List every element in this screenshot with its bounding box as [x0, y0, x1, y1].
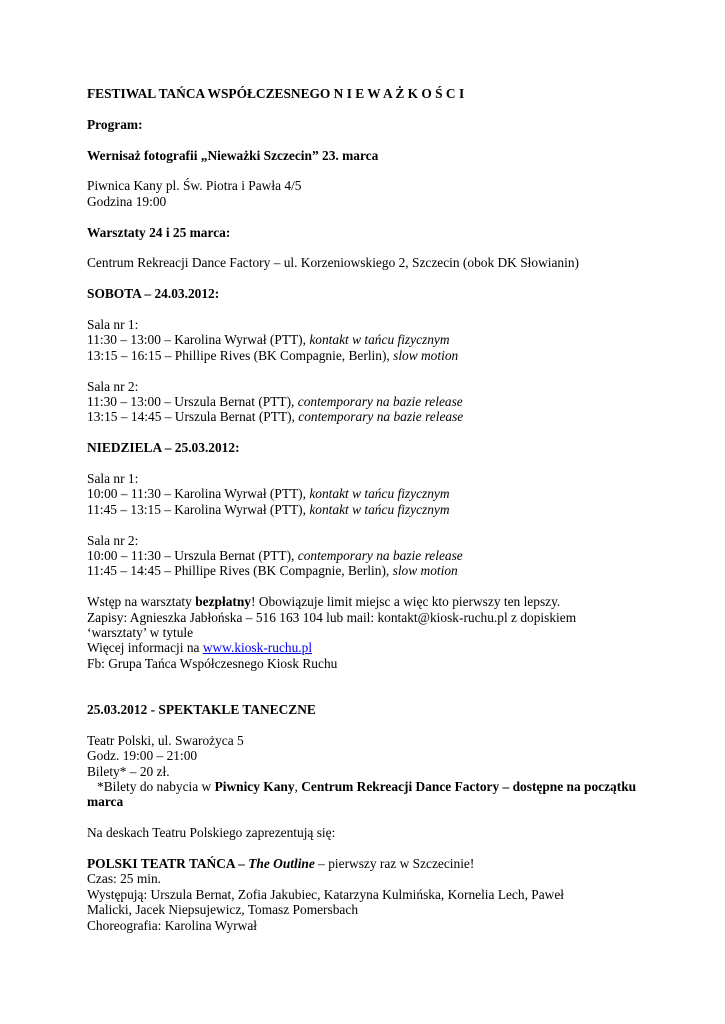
room-label: Sala nr 1: — [87, 471, 139, 486]
ticket-venue-2: Centrum Rekreacji Dance Factory – dostępne na początku — [301, 779, 637, 795]
session-line — [87, 409, 647, 424]
entry-line — [87, 594, 647, 609]
vernissage-place: Piwnica Kany pl. Św. Piotra i Pawła 4/5 — [87, 178, 302, 194]
signup-line-1: Zapisy: Agnieszka Jabłońska – 516 163 104 lub mail: kontakt@kiosk-ruchu.pl z dopiskiem — [87, 609, 577, 625]
workshops-heading: Warsztaty 24 i 25 marca: — [87, 224, 231, 240]
ticket-note-line-2: marca — [87, 794, 124, 810]
session-topic: kontakt w tańcu fizycznym — [309, 486, 450, 502]
session-topic: kontakt w tańcu fizycznym — [309, 332, 450, 348]
session-line — [87, 548, 647, 563]
ptt-cast-line-2: Malicki, Jacek Niepsujewicz, Tomasz Pomersbach — [87, 902, 359, 918]
session-text: 11:45 – 13:15 – Karolina Wyrwał (PTT), — [87, 501, 310, 517]
workshops-heading-block — [87, 225, 647, 240]
sunday-heading-block — [87, 440, 647, 455]
festival-title: FESTIWAL TAŃCA WSPÓŁCZESNEGO N I E W A Ż K O Ś C I — [87, 86, 465, 101]
ptt-duration: Czas: 25 min. — [87, 871, 162, 887]
facebook-line: Fb: Grupa Tańca Współczesnego Kiosk Ruchu — [87, 655, 338, 671]
room-label: Sala nr 2: — [87, 532, 139, 548]
entry-free: bezpłatny — [195, 594, 252, 610]
vernissage-heading: Wernisaż fotografii „Nieważki Szczecin” 23. marca — [87, 147, 379, 163]
session-topic: contemporary na bazie release — [297, 548, 463, 564]
ptt-piece: The Outline — [248, 856, 315, 872]
session-topic: slow motion — [392, 563, 458, 579]
session-text: 10:00 – 11:30 – Karolina Wyrwał (PTT), — [87, 486, 310, 502]
session-text: 11:45 – 14:45 – Phillipe Rives (BK Compagnie, Berlin), — [87, 563, 393, 579]
session-line — [87, 394, 647, 409]
ptt-suffix: – pierwszy raz w Szczecinie! — [314, 856, 475, 872]
room-label: Sala nr 1: — [87, 316, 139, 332]
session-line — [87, 563, 647, 578]
session-topic: contemporary na bazie release — [298, 409, 464, 425]
sunday-heading: NIEDZIELA – 25.03.2012: — [87, 440, 240, 456]
session-topic: kontakt w tańcu fizycznym — [309, 501, 450, 517]
saturday-heading: SOBOTA – 24.03.2012: — [87, 286, 220, 302]
performances-intro: Na deskach Teatru Polskiego zaprezentują się: — [87, 825, 336, 841]
session-line — [87, 486, 647, 501]
saturday-room-1 — [87, 317, 647, 363]
session-line — [87, 332, 647, 347]
ptt-choreography: Choreografia: Karolina Wyrwał — [87, 917, 257, 933]
ptt-block — [87, 856, 647, 933]
saturday-room-2 — [87, 379, 647, 425]
entry-info — [87, 594, 647, 671]
session-text: 13:15 – 16:15 – Phillipe Rives (BK Compagnie, Berlin), — [87, 347, 394, 363]
more-info-pre: Więcej informacji na — [87, 640, 203, 656]
sunday-room-1 — [87, 471, 647, 517]
vernissage-time: Godzina 19:00 — [87, 193, 167, 209]
performance-time: Godz. 19:00 – 21:00 — [87, 748, 198, 764]
theatre-place: Teatr Polski, ul. Swarożyca 5 — [87, 732, 244, 748]
entry-post: ! Obowiązuje limit miejsc a więc kto pierwszy ten lepszy. — [251, 594, 561, 610]
program-label-block — [87, 117, 647, 132]
session-line — [87, 502, 647, 517]
performances-details — [87, 733, 647, 810]
website-link[interactable]: www.kiosk-ruchu.pl — [202, 640, 313, 656]
vernissage-heading-block — [87, 148, 647, 163]
ticket-venue-1: Piwnicy Kany — [214, 779, 295, 795]
session-line — [87, 348, 647, 363]
entry-pre: Wstęp na warsztaty — [87, 594, 196, 610]
performances-heading-block — [87, 702, 647, 717]
workshops-place: Centrum Rekreacji Dance Factory – ul. Korzeniowskiego 2, Szczecin (obok DK Słowianin) — [87, 255, 579, 271]
session-text: 11:30 – 13:00 – Karolina Wyrwał (PTT), — [87, 332, 310, 348]
session-text: 11:30 – 13:00 – Urszula Bernat (PTT), — [87, 394, 298, 409]
session-topic: contemporary na bazie release — [297, 394, 463, 409]
festival-title-block — [87, 86, 647, 101]
ticket-note-sep: , — [294, 779, 302, 795]
ticket-note-line-1 — [87, 779, 647, 794]
signup-line-2: ‘warsztaty’ w tytule — [87, 625, 194, 641]
ticket-note-pre: *Bilety do nabycia w — [87, 779, 215, 795]
session-text: 13:15 – 14:45 – Urszula Bernat (PTT), — [87, 409, 299, 425]
performances-heading: 25.03.2012 - SPEKTAKLE TANECZNE — [87, 702, 316, 718]
sunday-room-2 — [87, 533, 647, 579]
ptt-title-line — [87, 856, 647, 871]
program-label: Program: — [87, 116, 143, 132]
ptt-name: POLSKI TEATR TAŃCA – — [87, 856, 249, 872]
room-label: Sala nr 2: — [87, 378, 139, 394]
document-page — [87, 86, 647, 948]
session-topic: slow motion — [393, 347, 459, 363]
session-text: 10:00 – 11:30 – Urszula Bernat (PTT), — [87, 548, 298, 564]
more-info-line — [87, 640, 647, 655]
performances-intro-block — [87, 825, 647, 840]
ticket-price: Bilety* – 20 zł. — [87, 763, 170, 779]
spacer — [87, 687, 647, 702]
ptt-cast-line-1: Występują: Urszula Bernat, Zofia Jakubiec, Katarzyna Kulmińska, Kornelia Lech, Paweł — [87, 886, 564, 902]
workshops-place-block — [87, 255, 647, 270]
saturday-heading-block — [87, 286, 647, 301]
vernissage-details — [87, 178, 647, 209]
